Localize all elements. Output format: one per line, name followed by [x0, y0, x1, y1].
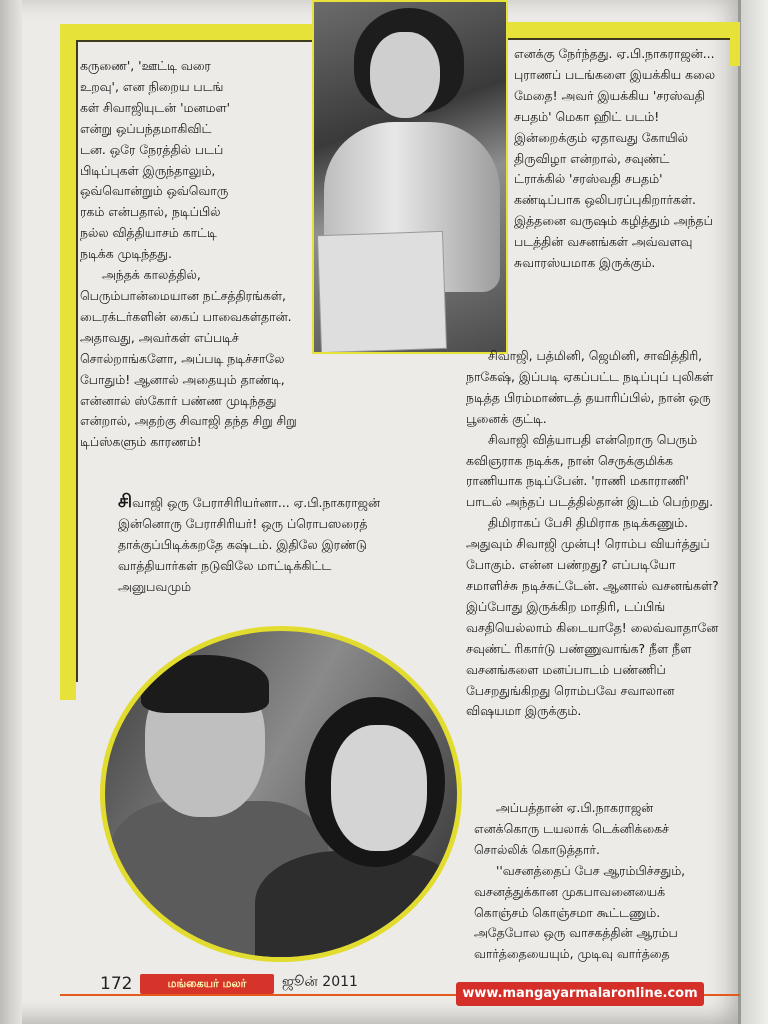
magazine-logo: மங்கையர் மலர் [140, 974, 274, 994]
paragraph: திமிராகப் பேசி திமிராக நடிக்கணும். அதுவும் சிவாஜி முன்பு! ரொம்ப வியர்த்துப் போகும். என்ன பண்றது? எப்படியோ சமாளிச்சு நடிச்சுட்டேன். ஆனால் வசனங்கள்? இப்போது இருக்கிற மாதிரி, டப்பிங் வசதியெல்லாம் கிடையாதே! லைவ்வாதானே சவுண்ட் ரிகார்டு பண்ணுவாங்க? நீள நீள வசனங்களை மனப்பாடம் பண்ணிப் பேசறதுங்கிறது ரொம்பவே சவாலான விஷயமா இருக்கும். [466, 515, 719, 719]
paragraph: ''வசனத்தைப் பேச ஆரம்பிச்சதும், வசனத்துக்கான முகபாவனையைக் கொஞ்சம் கொஞ்சமா கூட்டணும். அதேபோல ஒரு வாசகத்தின் ஆரம்ப வார்த்தையையும், முடிவு வார்த்தை [474, 862, 686, 962]
right-column-bottom [474, 798, 720, 965]
paragraph: அந்தக் காலத்தில், பெரும்பான்மையான நட்சத்திரங்கள், டைரக்டர்களின் கைப் பாவைகள்தான். அதாவது, அவர்கள் எப்படிச் சொல்றாங்களோ, அப்படி நடிச்சாலே போதும்! ஆனால் அதையும் தாண்டி, என்னால் ஸ்கோர் பண்ண முடிந்தது என்றால், அதற்கு சிவாஜி தந்த சிறு சிறு டிப்ஸ்களும் காரணம்! [80, 267, 297, 450]
text-line: பிடிப்புகள் இருந்தாலும், [80, 162, 216, 178]
text-line: ஒவ்வொன்றும் ஒவ்வொரு [80, 183, 229, 199]
next-page-edge [738, 0, 768, 1024]
paragraph: சிவாஜி, பத்மினி, ஜெமினி, சாவித்திரி, நாகேஷ், இப்படி ஏகப்பட்ட நடிப்புப் புலிகள் நடித்த பிரம்மாண்டத் தயாரிப்பில், நான் ஒரு பூனைக் குட்டி. [466, 348, 714, 426]
text-line: நடிக்க முடிந்தது. [80, 246, 172, 262]
film-still-circle-photo [100, 626, 462, 962]
paragraph: வாஜி ஒரு பேராசிரியர்னா... ஏ.பி.நாகராஜன் இன்னொரு பேராசிரியர்! ஒரு ப்ரொபஸரைத் தாக்குப்பிடிக்கறதே கஷ்டம். இதிலே இரண்டு வாத்தியார்கள் நடுவிலே மாட்டிக்கிட்ட அனுபவமும் [118, 495, 381, 594]
text-line: கள் சிவாஜியுடன் 'மனமள' [80, 99, 231, 115]
text-line: டன. ஒரே நேரத்தில் படப் [80, 141, 224, 157]
right-column-middle [466, 346, 722, 722]
text-line: ரகம் என்பதால், நடிப்பில் [80, 204, 221, 220]
paragraph: அப்பத்தான் ஏ.பி.நாகராஜன் எனக்கொரு டயலாக் டெக்னிக்கைச் சொல்லிக் கொடுத்தார். [474, 800, 669, 857]
text-line: நல்ல வித்தியாசம் காட்டி [80, 225, 217, 241]
drop-cap: சி [118, 491, 133, 512]
paragraph-dropcap [118, 492, 394, 598]
text-line: உறவு', என நிறைய படங் [80, 78, 224, 94]
actress-photo [312, 0, 508, 354]
left-column-top [80, 56, 308, 453]
paragraph: எனக்கு நேர்ந்தது. ஏ.பி.நாகராஜன்... புராணப் படங்களை இயக்கிய கலை மேதை! அவர் இயக்கிய 'சரஸ்வதி சபதம்' மெகா ஹிட் படம்! இன்றைக்கும் ஏதாவது கோயில் திருவிழா என்றால், சவுண்ட் ட்ராக்கில் 'சரஸ்வதி சபதம்' கண்டிப்பாக ஒலிபரப்புகிறார்கள். இத்தனை வருஷம் கழித்தும் அந்தப் படத்தின் வசனங்கள் அவ்வளவு சுவாரஸ்யமாக இருக்கும். [514, 46, 715, 271]
yellow-frame-right [508, 22, 734, 40]
page-number: 172 [100, 974, 133, 994]
yellow-frame-corner [730, 22, 740, 66]
text-line: என்று ஒப்பந்தமாகிவிட் [80, 120, 212, 136]
paragraph: சிவாஜி வித்யாபதி என்றொரு பெரும் கவிஞராக நடிக்க, நான் செருக்குமிக்க ராணியாக நடிப்பேன். 'ராணி மகாராணி' பாடல் அந்தப் படத்தில்தான் இடம் பெற்றது. [466, 431, 714, 510]
issue-date: ஜூன் 2011 [282, 974, 358, 990]
text-line: கருணை', 'ஊட்டி வரை [80, 58, 211, 73]
right-column-top [514, 44, 720, 274]
left-column-section [118, 492, 394, 598]
page-spine [0, 0, 22, 1024]
website-url: www.mangayarmalaronline.com [456, 982, 704, 1006]
